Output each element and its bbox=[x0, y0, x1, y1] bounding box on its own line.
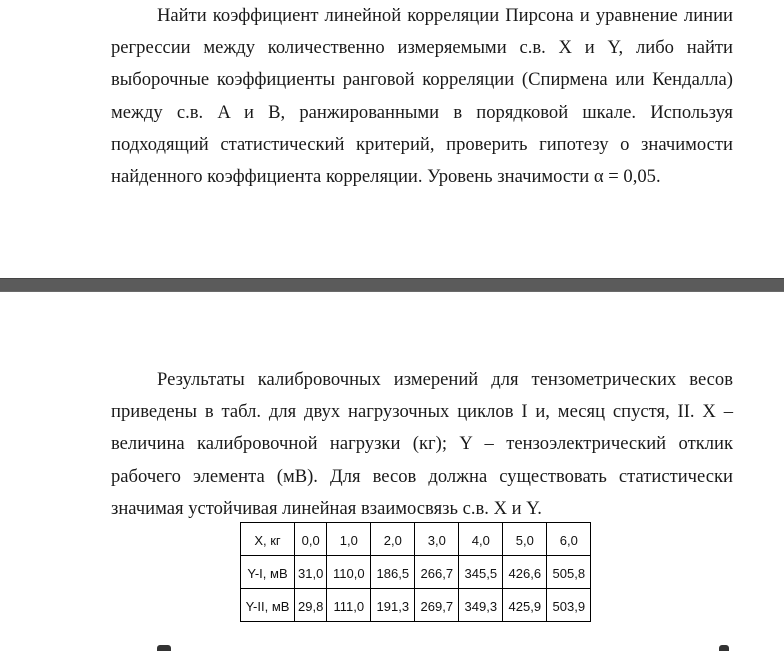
table-cell: 503,9 bbox=[547, 589, 591, 622]
table-cell: 4,0 bbox=[459, 523, 503, 556]
page-separator bbox=[0, 278, 784, 292]
table-cell: 29,8 bbox=[295, 589, 327, 622]
table-cell: 110,0 bbox=[327, 556, 371, 589]
task-line: регрессии между количественно измеряемыми с.в. X и Y, либо найти bbox=[111, 37, 733, 59]
description-line: рабочего элемента (мВ). Для весов должна существовать статистически bbox=[111, 465, 733, 487]
table-cell: 3,0 bbox=[415, 523, 459, 556]
table-cell: 5,0 bbox=[503, 523, 547, 556]
table-cell: 111,0 bbox=[327, 589, 371, 622]
description-line: Результаты калибровочных измерений для тензометрических весов bbox=[157, 369, 733, 390]
task-line: между с.в. A и B, ранжированными в порядковой шкале. Используя bbox=[111, 101, 733, 123]
table-cell: 345,5 bbox=[459, 556, 503, 589]
table-cell: 426,6 bbox=[503, 556, 547, 589]
task-line: подходящий статистический критерий, проверить гипотезу о значимости bbox=[111, 133, 733, 155]
calibration-table bbox=[240, 522, 591, 622]
table-row bbox=[241, 556, 591, 589]
document-page-upper bbox=[0, 0, 784, 278]
table-cell-row-header: X, кг bbox=[241, 523, 295, 556]
table-cell: 6,0 bbox=[547, 523, 591, 556]
table-cell: 505,8 bbox=[547, 556, 591, 589]
task-line: Найти коэффициент линейной корреляции Пирсона и уравнение линии bbox=[157, 5, 733, 26]
table-cell: 1,0 bbox=[327, 523, 371, 556]
table-cell: 0,0 bbox=[295, 523, 327, 556]
task-line: найденного коэффициента корреляции. Уровень значимости α = 0,05. bbox=[111, 166, 661, 188]
table-cell: 31,0 bbox=[295, 556, 327, 589]
table-row bbox=[241, 523, 591, 556]
table-row bbox=[241, 589, 591, 622]
table-cell-row-header: Y-II, мВ bbox=[241, 589, 295, 622]
table-cell: 269,7 bbox=[415, 589, 459, 622]
cut-off-next-line bbox=[111, 640, 733, 651]
table-cell: 425,9 bbox=[503, 589, 547, 622]
description-line: приведены в табл. для двух нагрузочных циклов I и, месяц спустя, II. X – bbox=[111, 401, 733, 423]
table-cell: 186,5 bbox=[371, 556, 415, 589]
table-cell-row-header: Y-I, мВ bbox=[241, 556, 295, 589]
table-cell: 349,3 bbox=[459, 589, 503, 622]
task-paragraph bbox=[111, 0, 733, 193]
table-cell: 266,7 bbox=[415, 556, 459, 589]
description-line: значимая устойчивая линейная взаимосвязь с.в. X и Y. bbox=[111, 497, 542, 519]
data-description-paragraph bbox=[111, 364, 733, 525]
description-line: величина калибровочной нагрузки (кг); Y – тензоэлектрический отклик bbox=[111, 433, 733, 455]
task-line: выборочные коэффициенты ранговой корреляции (Спирмена или Кендалла) bbox=[111, 69, 733, 91]
table-cell: 2,0 bbox=[371, 523, 415, 556]
table-cell: 191,3 bbox=[371, 589, 415, 622]
